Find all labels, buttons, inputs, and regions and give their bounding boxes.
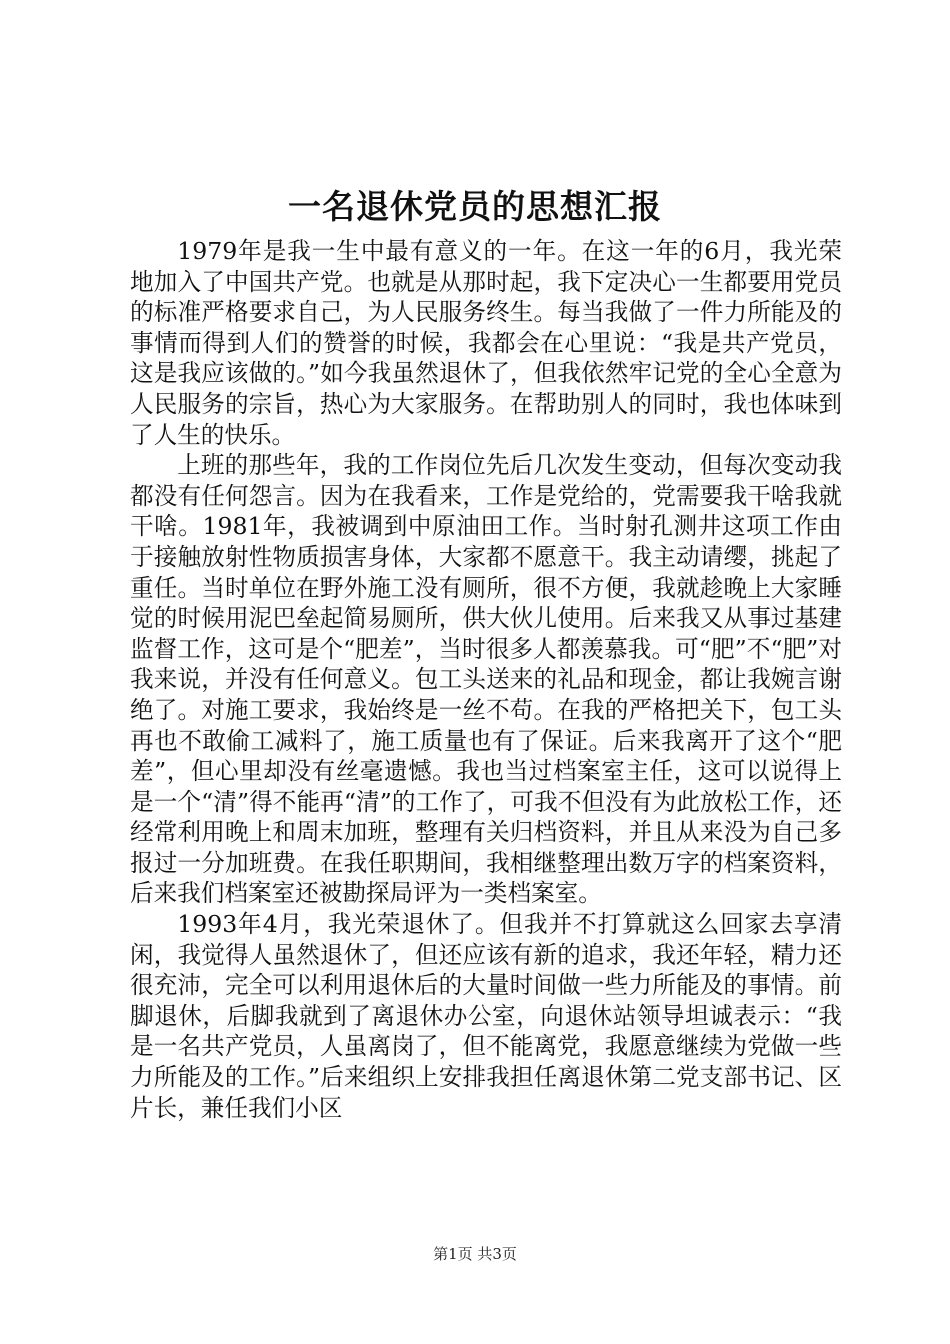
document-title: 一名退休党员的思想汇报 — [288, 187, 662, 226]
page-footer: 第1页 共3页 — [433, 1245, 517, 1263]
paragraph-1: 1979年是我一生中最有意义的一年。在这一年的6月，我光荣地加入了中国共产党。也就是从那时起，我下定决心一生都要用党员的标准严格要求自己，为人民服务终生。每当我做了一件力所能及的事情而得到人们的赞誉的时候，我都会在心里说：“我是共产党员，这是我应该做的。”如今我虽然退休了，但我依然牢记党的全心全意为人民服务的宗旨，热心为大家服务。在帮助别人的同时，我也体味到了人生的快乐。 — [130, 237, 842, 449]
paragraph-2: 上班的那些年，我的工作岗位先后几次发生变动，但每次变动我都没有任何怨言。因为在我看来，工作是党给的，党需要我干啥我就干啥。1981年，我被调到中原油田工作。当时射孔测井这项工作由于接触放射性物质损害身体，大家都不愿意干。我主动请缨，挑起了重任。当时单位在野外施工没有厕所，很不方便，我就趁晚上大家睡觉的时候用泥巴垒起简易厕所，供大伙儿使用。后来我又从事过基建监督工作，这可是个“肥差”，当时很多人都羡慕我。可“肥”不“肥”对我来说，并没有任何意义。包工头送来的礼品和现金，都让我婉言谢绝了。对施工要求，我始终是一丝不苟。在我的严格把关下，包工头再也不敢偷工减料了，施工质量也有了保证。后来我离开了这个“肥差”，但心里却没有丝毫遗憾。我也当过档案室主任，这可以说得上是一个“清”得不能再“清”的工作了，可我不但没有为此放松工作，还经常利用晚上和周末加班，整理有关归档资料，并且从来没为自己多报过一分加班费。在我任职期间，我相继整理出数万字的档案资料，后来我们档案室还被勘探局评为一类档案室。 — [130, 451, 842, 908]
paragraph-3: 1993年4月，我光荣退休了。但我并不打算就这么回家去享清闲，我觉得人虽然退休了，但还应该有新的追求，我还年轻，精力还很充沛，完全可以利用退休后的大量时间做一些力所能及的事情。前脚退休，后脚我就到了离退休办公室，向退休站领导坦诚表示：“我是一名共产党员，人虽离岗了，但不能离党，我愿意继续为党做一些力所能及的工作。”后来组织上安排我担任离退休第二党支部书记、区片长，兼任我们小区 — [130, 910, 842, 1122]
document-body — [130, 236, 842, 1123]
